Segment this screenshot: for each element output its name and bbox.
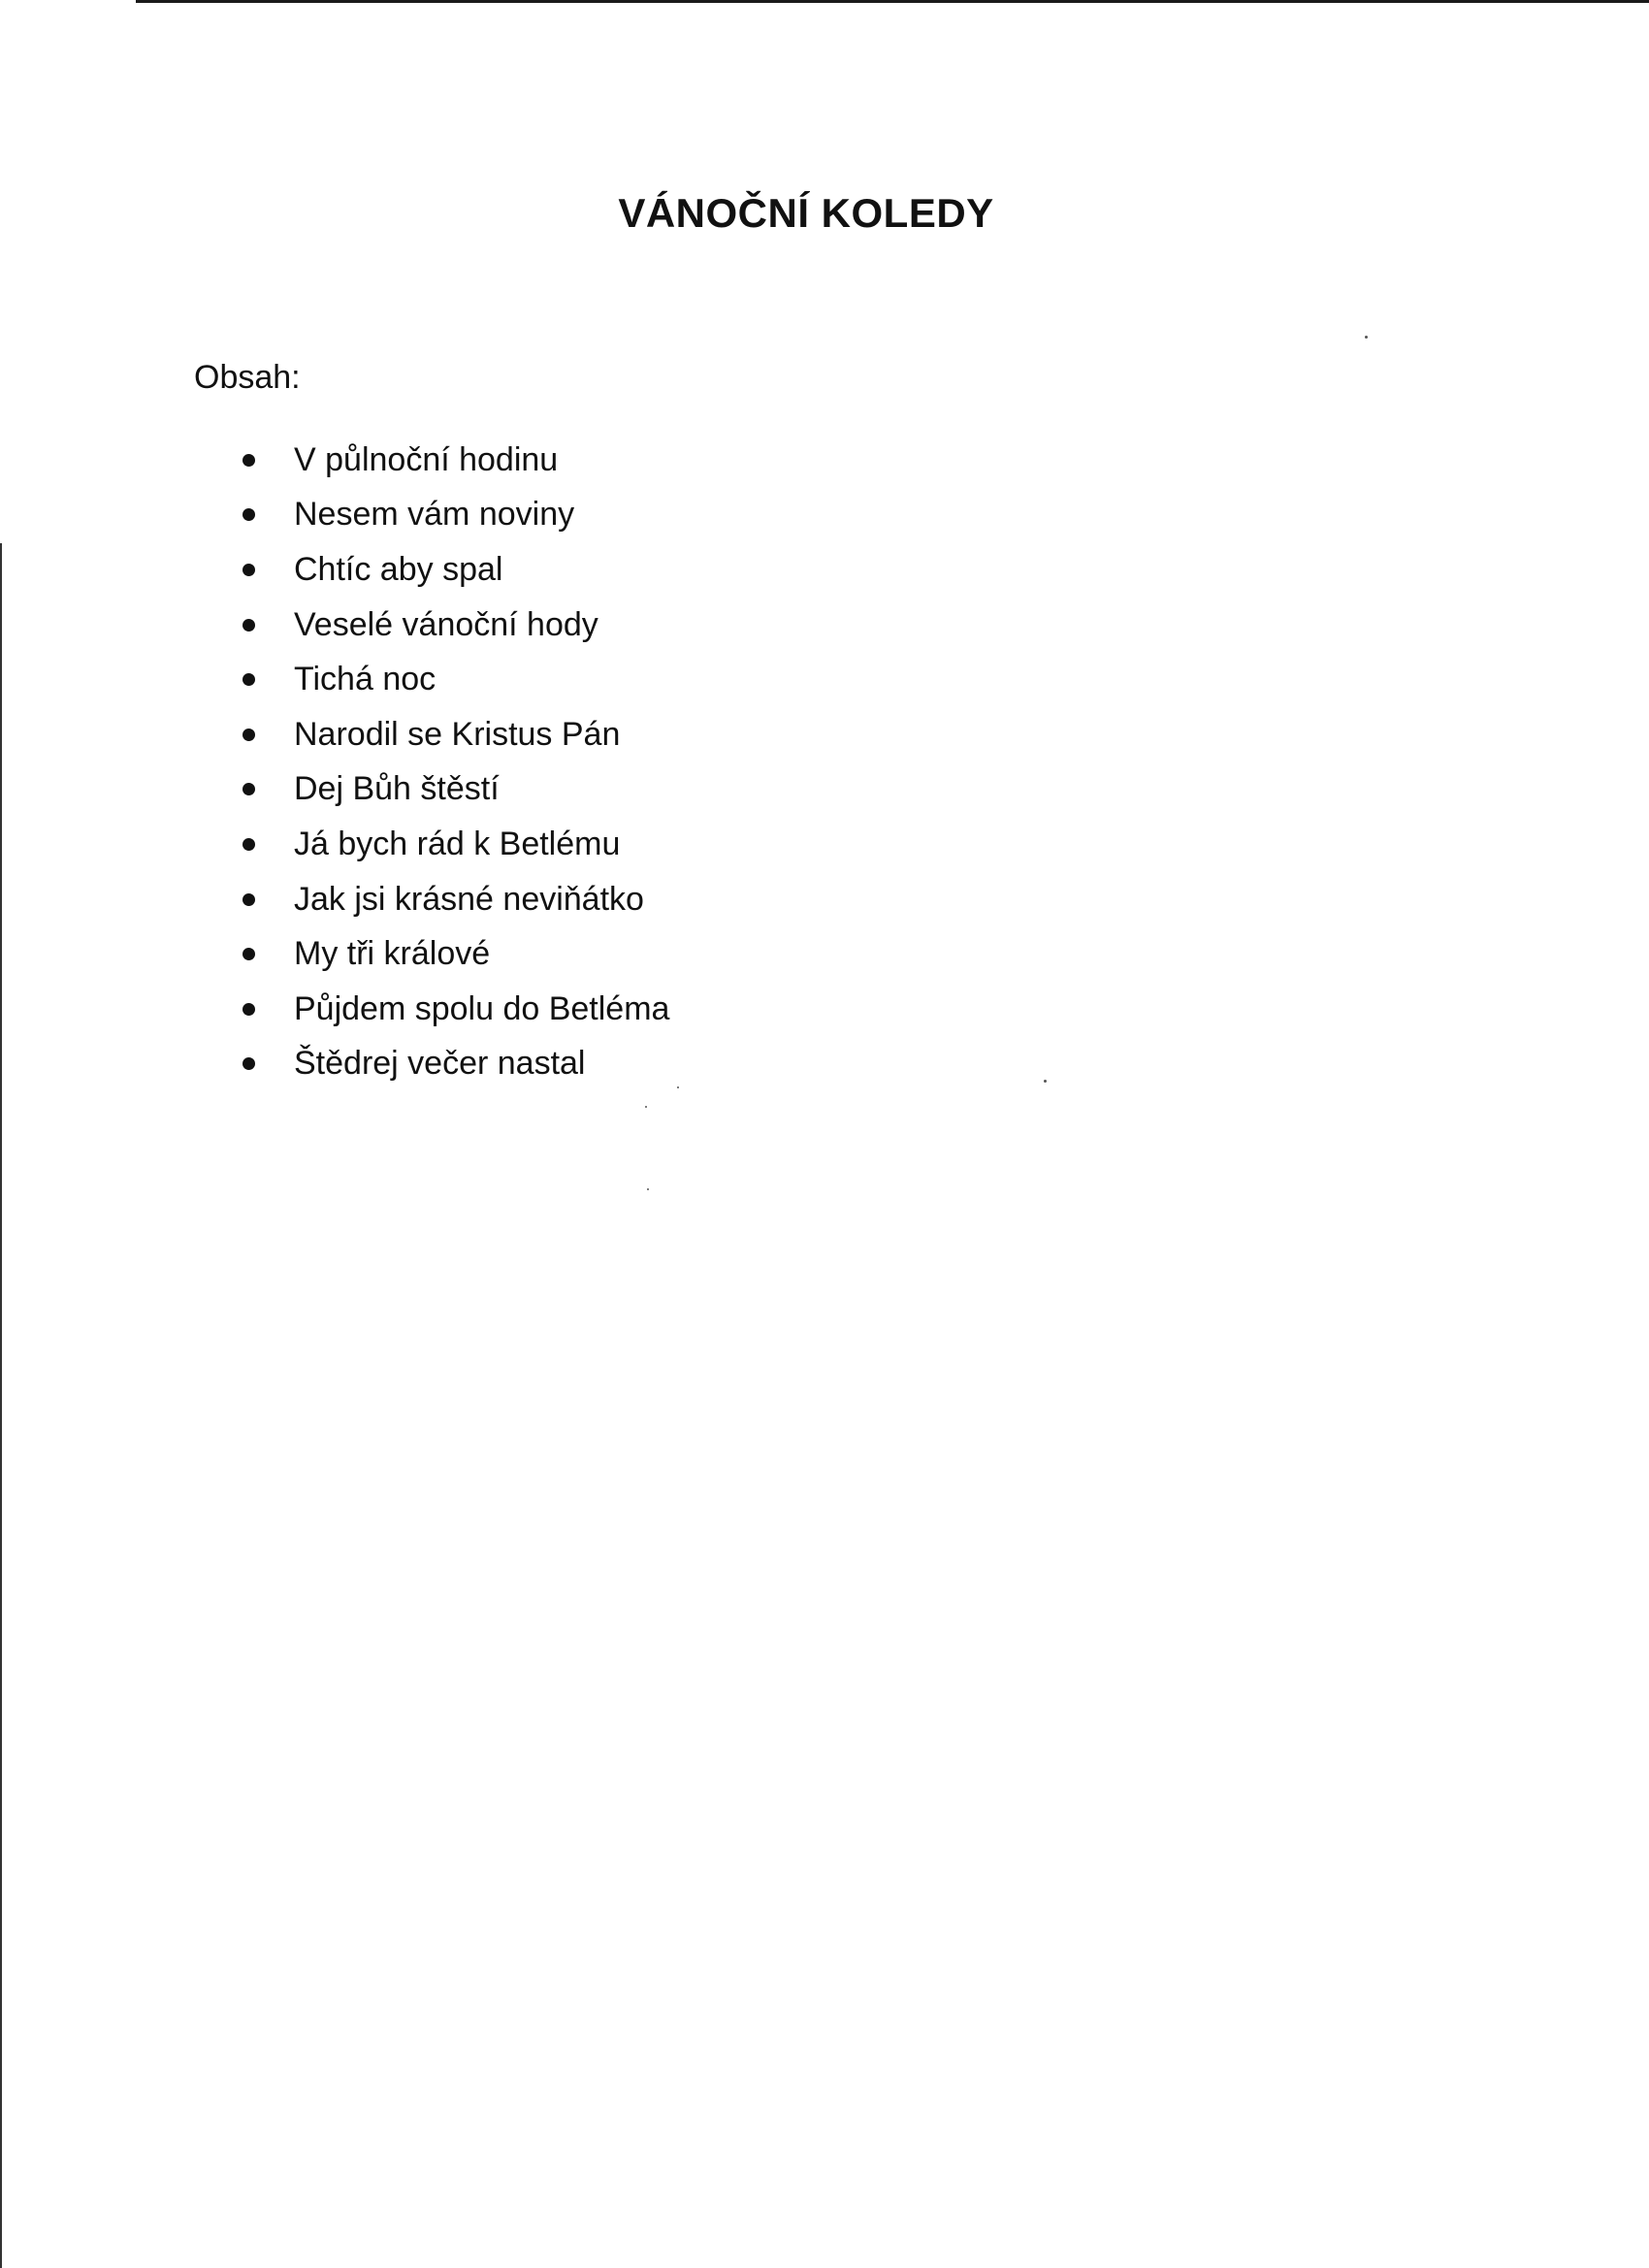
toc-item-label: V půlnoční hodinu <box>294 440 559 478</box>
scan-edge-left <box>0 543 2 2268</box>
bullet-icon <box>242 454 255 467</box>
bullet-icon <box>242 893 255 906</box>
toc-list <box>242 433 669 1091</box>
toc-item <box>242 762 669 818</box>
scan-speck <box>1365 336 1368 339</box>
toc-item-label: My tři králové <box>294 935 491 973</box>
toc-item-label: Půjdem spolu do Betléma <box>294 989 670 1027</box>
toc-item <box>242 652 669 707</box>
bullet-icon <box>242 1003 255 1016</box>
bullet-icon <box>242 508 255 521</box>
scan-speck <box>647 1188 649 1190</box>
bullet-icon <box>242 948 255 960</box>
toc-item <box>242 598 669 653</box>
toc-item <box>242 817 669 872</box>
toc-item-label: Narodil se Kristus Pán <box>294 715 621 753</box>
toc-item-label: Chtíc aby spal <box>294 550 503 588</box>
bullet-icon <box>242 838 255 851</box>
toc-item-label: Veselé vánoční hody <box>294 605 598 643</box>
scan-edge-top <box>136 0 1649 3</box>
toc-item <box>242 982 669 1037</box>
page-title: VÁNOČNÍ KOLEDY <box>618 190 994 236</box>
toc-item <box>242 926 669 982</box>
toc-item-label: Já bych rád k Betlému <box>294 825 621 862</box>
bullet-icon <box>242 564 255 576</box>
toc-item <box>242 542 669 598</box>
bullet-icon <box>242 729 255 741</box>
toc-item-label: Tichá noc <box>294 661 436 698</box>
bullet-icon <box>242 783 255 795</box>
toc-item <box>242 1037 669 1092</box>
toc-item-label: Jak jsi krásné neviňátko <box>294 880 644 918</box>
toc-item-label: Štědrej večer nastal <box>294 1045 586 1083</box>
toc-item <box>242 433 669 488</box>
bullet-icon <box>242 673 255 686</box>
toc-item <box>242 707 669 762</box>
scan-speck <box>1044 1080 1047 1083</box>
toc-item <box>242 872 669 927</box>
bullet-icon <box>242 1057 255 1070</box>
bullet-icon <box>242 619 255 632</box>
scan-speck <box>645 1106 647 1108</box>
toc-item-label: Dej Bůh štěstí <box>294 770 500 808</box>
toc-item-label: Nesem vám noviny <box>294 496 575 534</box>
scan-speck <box>677 1086 679 1088</box>
toc-label: Obsah: <box>194 359 301 396</box>
toc-item <box>242 488 669 543</box>
